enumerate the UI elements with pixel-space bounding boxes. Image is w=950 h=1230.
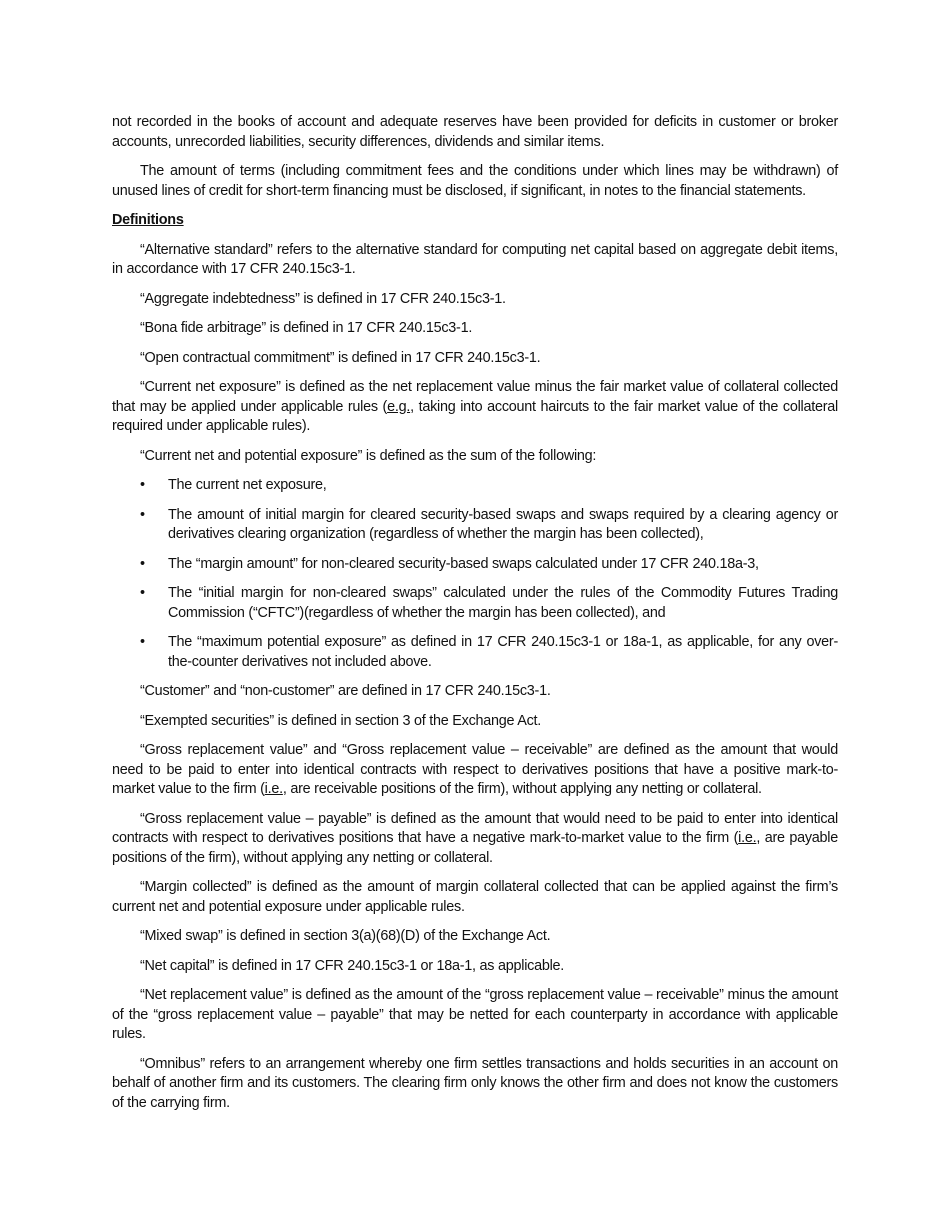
bullet-icon: •: [140, 506, 145, 523]
abbreviation-ie: i.e.: [264, 781, 283, 797]
definition-text: , are payable positions of the firm), without applying any netting or collateral.: [112, 830, 839, 866]
list-item-text: The “initial margin for non-cleared swaps” calculated under the rules of the Commodity Futures Trading Commission (“CFTC”)(regardless of whether the margin has been collected), and: [168, 585, 838, 621]
definition-alternative-standard: “Alternative standard” refers to the alternative standard for computing net capital based on aggregate debit items, in accordance with 17 CFR 240.15c3-1.: [112, 241, 838, 277]
definition-gross-replacement-value-payable: [112, 810, 838, 869]
exposure-components-list: [112, 476, 838, 672]
list-item-text: The current net exposure,: [168, 477, 327, 493]
bullet-icon: •: [140, 477, 145, 493]
definition-open-contractual-commitment: “Open contractual commitment” is defined in 17 CFR 240.15c3-1.: [140, 349, 541, 366]
definition-text: “Gross replacement value – payable” is defined as the amount that would need to be paid to enter into identical contracts with respect to derivatives positions that have a negative mark-to-market value to the firm (: [112, 810, 838, 846]
list-item-text: The “margin amount” for non-cleared security-based swaps calculated under 17 CFR 240.18a-3,: [168, 555, 759, 572]
paragraph-unused-lines-of-credit: The amount of terms (including commitment fees and the conditions under which lines may be withdrawn) of unused lines of credit for short-term financing must be disclosed, if significant, in notes to the financial statements.: [112, 163, 838, 199]
paragraph-reserves: not recorded in the books of account and adequate reserves have been provided for deficits in customer or broker accounts, unrecorded liabilities, security differences, dividends and similar items.: [112, 114, 838, 150]
list-item: [112, 476, 838, 496]
definition-text: , taking into account haircuts to the fair market value of the collateral required under applicable rules).: [112, 398, 838, 434]
list-item: [112, 555, 838, 575]
definition-mixed-swap: “Mixed swap” is defined in section 3(a)(68)(D) of the Exchange Act.: [140, 928, 551, 944]
bullet-icon: •: [140, 585, 145, 601]
definition-text: , are receivable positions of the firm), without applying any netting or collateral.: [282, 781, 762, 797]
list-item: [112, 633, 838, 672]
definition-text: “Current net exposure” is defined as the net replacement value minus the fair market value of collateral collected that may be applied under applicable rules (: [112, 379, 838, 415]
definition-net-replacement-value: “Net replacement value” is defined as the amount of the “gross replacement value – receivable” minus the amount of the “gross replacement value – payable” that may be netted for each counterparty in accordance with applicable rules.: [112, 987, 838, 1042]
definition-customer: “Customer” and “non-customer” are defined in 17 CFR 240.15c3-1.: [140, 683, 551, 699]
definition-net-capital: “Net capital” is defined in 17 CFR 240.15c3-1 or 18a-1, as applicable.: [140, 957, 565, 974]
definition-bona-fide-arbitrage: “Bona fide arbitrage” is defined in 17 CFR 240.15c3-1.: [140, 320, 473, 336]
abbreviation-eg: e.g.: [387, 398, 411, 415]
definitions-heading: Definitions: [112, 212, 184, 228]
definition-current-net-exposure: [112, 378, 838, 437]
list-item: [112, 506, 838, 545]
definition-text: “Gross replacement value” and “Gross replacement value – receivable” are defined as the amount that would need to be paid to enter into identical contracts with respect to derivatives positions that have a positive mark-to-market value to the firm (: [112, 742, 838, 797]
abbreviation-ie: i.e.: [738, 830, 757, 846]
list-item-text: The “maximum potential exposure” as defined in 17 CFR 240.15c3-1 or 18a-1, as applicable, for any over-the-counter derivatives not included above.: [168, 634, 838, 670]
definition-margin-collected: “Margin collected” is defined as the amount of margin collateral collected that can be applied against the firm’s current net and potential exposure under applicable rules.: [112, 879, 838, 915]
document-page: [112, 113, 838, 1123]
definition-aggregate-indebtedness: “Aggregate indebtedness” is defined in 17 CFR 240.15c3-1.: [140, 290, 506, 307]
list-item: [112, 584, 838, 623]
list-item-text: The amount of initial margin for cleared security-based swaps and swaps required by a clearing agency or derivatives clearing organization (regardless of whether the margin has been collected),: [168, 506, 838, 542]
definition-current-net-and-potential-exposure: “Current net and potential exposure” is defined as the sum of the following:: [140, 447, 597, 464]
definition-exempted-securities: “Exempted securities” is defined in section 3 of the Exchange Act.: [140, 712, 542, 729]
definition-omnibus: “Omnibus” refers to an arrangement whereby one firm settles transactions and holds securities in an account on behalf of another firm and its customers. The clearing firm only knows the other firm and does not know the customers of the carrying firm.: [112, 1055, 838, 1111]
bullet-icon: •: [140, 634, 145, 650]
definition-gross-replacement-value-receivable: [112, 741, 838, 800]
bullet-icon: •: [140, 555, 145, 572]
